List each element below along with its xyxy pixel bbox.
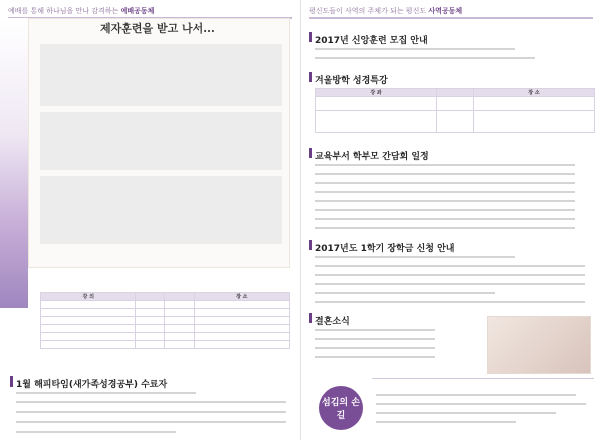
service-badge: 섬김의 손길 [319, 386, 363, 430]
volunteer-box [372, 378, 594, 432]
graduates-section-title: 1월 해피타임(새가족성경공부) 수료자 [16, 380, 168, 390]
wedding-line [315, 329, 435, 331]
left-banner [8, 6, 154, 16]
scholarship-line [315, 256, 515, 258]
right-banner-text: 평신도들이 사역의 주체가 되는 평신도 [309, 7, 427, 15]
table-row [316, 111, 595, 133]
parent-meeting-line [315, 209, 575, 211]
section-bar [10, 376, 13, 387]
section-bar [309, 32, 312, 42]
article-paragraph-2 [40, 112, 282, 170]
training-table-header [136, 293, 165, 301]
graduates-list-row [16, 401, 286, 403]
training-table-header [165, 293, 194, 301]
scholarship-title: 2017년도 1학기 장학금 신청 안내 [315, 244, 455, 254]
parent-meeting-line [315, 227, 575, 229]
lecture-table-header: 강 좌 [316, 89, 437, 97]
section-bar [309, 313, 312, 323]
training-recruit-line [315, 48, 515, 50]
article-paragraph-1 [40, 44, 282, 106]
bible-lecture-table [315, 88, 595, 133]
wedding-line [315, 338, 435, 340]
scholarship-line [315, 274, 585, 276]
table-row [41, 301, 290, 309]
training-recruit-title: 2017년 신앙훈련 모집 안내 [315, 36, 428, 46]
scholarship-line [315, 301, 585, 303]
table-row [41, 325, 290, 333]
right-banner-bold: 사역공동체 [428, 7, 463, 15]
left-banner-bold: 예배공동체 [120, 7, 155, 15]
lecture-table-header: 장 소 [473, 89, 594, 97]
article-title: 제자훈련을 받고 나서... [100, 22, 215, 35]
section-bar [309, 72, 312, 82]
graduates-intro-line [16, 392, 196, 394]
table-row [41, 309, 290, 317]
graduates-list-row [16, 411, 286, 413]
volunteer-line [376, 412, 556, 414]
wedding-photo [487, 316, 591, 374]
scholarship-line [315, 283, 585, 285]
article-paragraph-3 [40, 176, 282, 244]
training-recruit-line [315, 57, 535, 59]
section-bar [309, 240, 312, 250]
parent-meeting-line [315, 191, 575, 193]
right-banner-rule [309, 17, 593, 19]
graduates-list-row [16, 421, 286, 423]
scholarship-line [315, 265, 585, 267]
table-row [316, 97, 595, 111]
training-table-header: 강 의 [41, 293, 136, 301]
parent-meeting-line [315, 218, 575, 220]
parent-meeting-line [315, 200, 575, 202]
volunteer-line [376, 394, 576, 396]
parent-meeting-title: 교육부서 학부모 간담회 일정 [315, 152, 429, 162]
lighthouse-illustration [0, 18, 28, 308]
right-banner [309, 6, 462, 16]
section-bar [309, 148, 312, 158]
parent-meeting-line [315, 182, 575, 184]
left-banner-text: 예배를 통해 하나님을 만나 감격하는 [8, 7, 119, 15]
training-table-header: 장 소 [194, 293, 289, 301]
wedding-title: 결혼소식 [315, 317, 350, 327]
wedding-line [315, 356, 435, 358]
scholarship-line [315, 292, 495, 294]
training-table [40, 292, 290, 349]
table-row [41, 341, 290, 349]
right-page [300, 0, 600, 440]
parent-meeting-line [315, 173, 575, 175]
bible-lecture-title: 겨울방학 성경특강 [315, 76, 388, 86]
table-row [41, 333, 290, 341]
graduates-list-row [16, 431, 176, 433]
wedding-line [315, 347, 435, 349]
volunteer-line [376, 421, 516, 423]
volunteer-line [376, 403, 586, 405]
lecture-table-header [437, 89, 474, 97]
parent-meeting-line [315, 164, 575, 166]
table-row [41, 317, 290, 325]
